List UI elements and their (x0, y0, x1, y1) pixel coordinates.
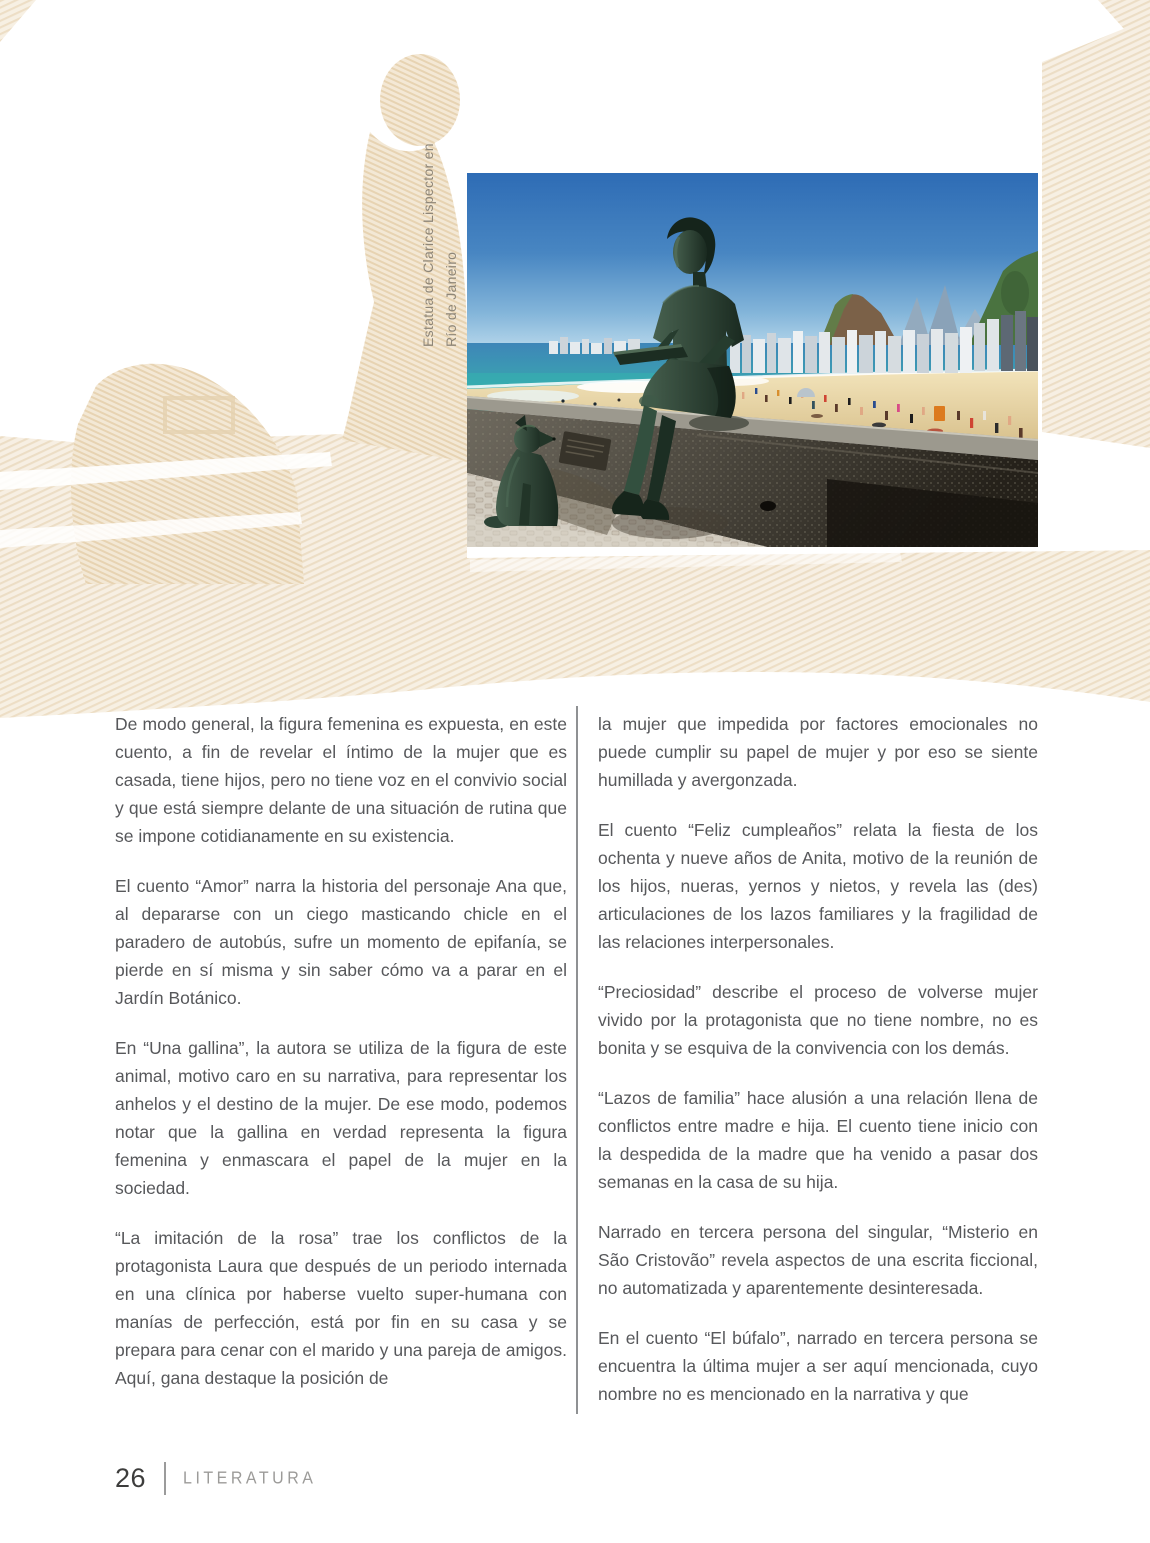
body-paragraph: la mujer que impedida por factores emocionales no puede cumplir su papel de mujer y por eso se siente humillada y avergonzada. (598, 714, 1038, 790)
body-paragraph: De modo general, la figura femenina es expuesta, en este cuento, a fin de revelar el íntimo de la mujer que es casada, tiene hijos, pero no tiene voz en el convivio social y que está siempre delante de una situación de rutina que se impone cotidianamente en su existencia. (115, 714, 567, 846)
section-label: LITERATURA (183, 1468, 317, 1488)
body-paragraph: En “Una gallina”, la autora se utiliza de la figura de este animal, motivo caro en su narrativa, para representar los anhelos y el destino de la mujer. De ese modo, podemos notar que la gallina en verdad representa la figura femenina y enmascara el papel de la mujer en la sociedad. (115, 1038, 567, 1198)
column-divider (576, 706, 578, 1414)
sketch-figure-head (380, 54, 460, 146)
orange-bin (934, 406, 945, 421)
statue-knee (639, 395, 659, 407)
sketch-corner-topleft (0, 0, 36, 42)
body-paragraph: Narrado en tercera persona del singular, “Misterio en São Cristovão” revela aspectos de una escrita ficcional, no automatizada y aparentemente desinteresada. (598, 1222, 1038, 1298)
column-left (115, 710, 567, 1414)
statue-seat-shadow (689, 415, 749, 431)
column-right (598, 710, 1038, 1430)
drain-hole (760, 501, 776, 511)
body-paragraph: El cuento “Feliz cumpleaños” relata la fiesta de los ochenta y nueve años de Anita, motivo de la reunión de los hijos, nueras, yernos y nietos, y revela las (des) articulaciones de los lazos familiares y la fragilidad de las relaciones interpersonales. (598, 820, 1038, 952)
body-paragraph: “Lazos de familia” hace alusión a una relación llena de conflictos entre madre e hija. El cuento tiene inicio con la despedida de la madre que ha venido a pasar dos semanas en la casa de su hija. (598, 1088, 1038, 1192)
statue-photo-illustration (467, 173, 1038, 547)
sketch-right-band (1042, 18, 1150, 448)
photo-caption-line1: Estatua de Clarice Lispector en (420, 143, 436, 347)
dog-nose (552, 437, 555, 440)
page-number: 26 (115, 1463, 147, 1493)
page-footer (115, 1462, 316, 1495)
statue-head (673, 230, 707, 274)
photo-caption-line2: Río de Janeiro (443, 251, 459, 347)
footer-divider (164, 1462, 166, 1495)
body-paragraph: “Preciosidad” describe el proceso de volverse mujer vivido por la protagonista que no tiene nombre, no es bonita y se esquiva de la convivencia con los demás. (598, 982, 1038, 1058)
photo-caption (417, 143, 463, 347)
body-paragraph: El cuento “Amor” narra la historia del personaje Ana que, al depararse con un ciego masticando chicle en el paradero de autobús, sufre un momento de epifanía, se pierde en sí misma y sin saber cómo va a parar en el Jardín Botánico. (115, 876, 567, 1008)
body-paragraph: “La imitación de la rosa” trae los conflictos de la protagonista Laura que después de un periodo internada en una clínica por haberse vuelto super-humana con manías de perfección, está por fin en su casa y se prepara para cenar con el marido y una pareja de amigos. Aquí, gana destaque la posición de (115, 1228, 567, 1388)
statue-photo (467, 173, 1038, 547)
green-mountain-shade (1001, 271, 1029, 315)
body-paragraph: En el cuento “El búfalo”, narrado en tercera persona se encuentra la última mujer a ser aquí mencionada, cuyo nombre no es mencionado en la narrativa y que (598, 1328, 1038, 1404)
